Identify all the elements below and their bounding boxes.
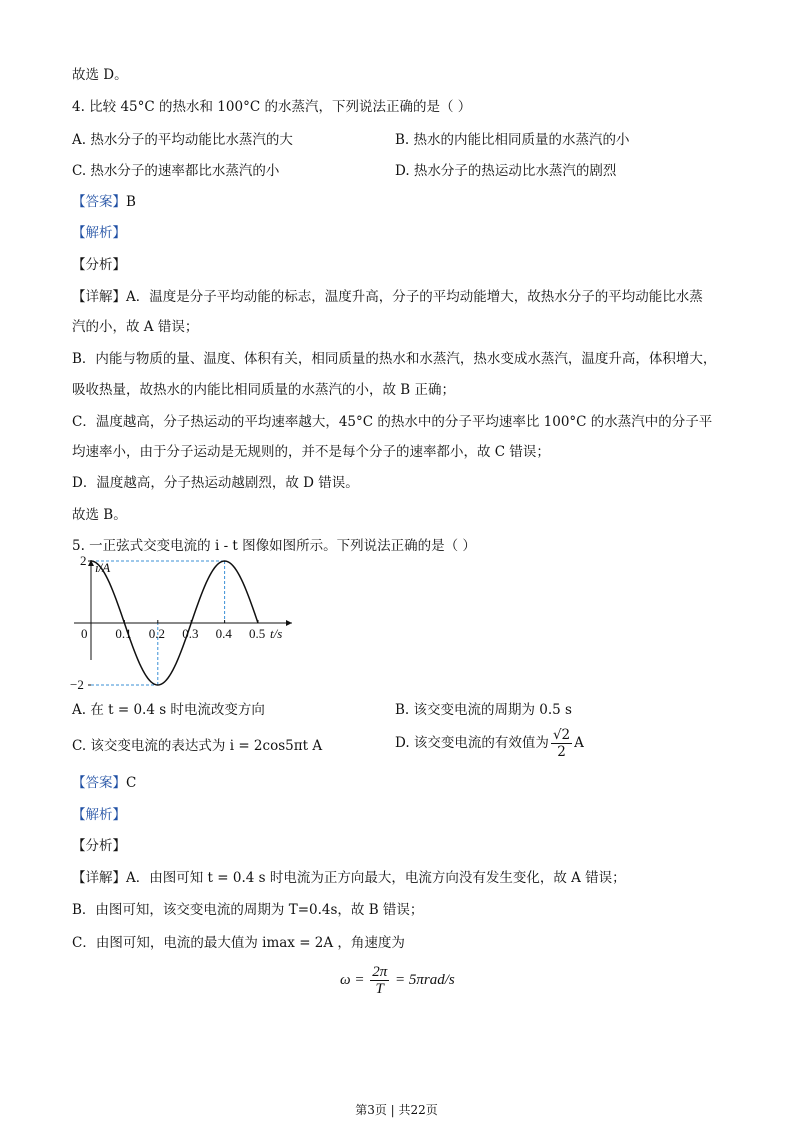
x-tick-label-4: 0.4 [215,626,232,641]
q4-detail-line-6: D．温度越高，分子热运动越剧烈，故 D 错误。 [72,475,359,491]
q5-option-d-den: 2 [557,744,566,760]
q4-option-d: D. 热水分子的热运动比水蒸汽的剧烈 [395,163,617,179]
q5-option-d-num: √2 [552,727,571,743]
y-tick-label-1: −2 [70,677,84,692]
q5-detail-line-2: C．由图可知，电流的最大值为 imax = 2A ，角速度为 [72,935,405,951]
q4-answer-tag: 【答案】 [72,194,126,210]
q4-detail-line-1: 汽的小，故 A 错误； [72,319,199,335]
q5-detail-text-0: A．由图可知 t = 0.4 s 时电流为正方向最大，电流方向没有发生变化，故 A 错误； [126,870,626,886]
q4-detail-line-0 [72,288,703,306]
q4-detail-line-4: C．温度越高，分子热运动的平均速率越大，45°C 的热水中的分子平均速率比 100°C 的水蒸汽中的分子平 [72,414,713,430]
q5-option-d [395,727,584,760]
q5-option-a: A. 在 t = 0.4 s 时电流改变方向 [72,702,265,718]
prev-conclusion: 故选 D。 [72,67,128,83]
q5-option-d-unit: A [574,735,584,751]
q4-stem: 4. 比较 45°C 的热水和 100°C 的水蒸汽，下列说法正确的是（ ） [72,99,472,115]
q5-detail-tag: 【详解】 [72,870,126,886]
q4-detail-line-3: 吸收热量，故热水的内能比相同质量的水蒸汽的小，故 B 正确； [72,382,456,398]
q5-answer-tag: 【答案】 [72,775,126,791]
q5-fenxi-tag: 【分析】 [72,838,126,854]
q4-option-a: A. 热水分子的平均动能比水蒸汽的大 [72,132,293,148]
q5-option-c: C. 该交变电流的表达式为 i = 2cos5πt A [72,738,323,754]
q5-answer: C [126,775,137,791]
formula-lhs: ω = [340,971,365,988]
q4-jiexi-tag: 【解析】 [72,225,126,241]
q4-option-c: C. 热水分子的速率都比水蒸汽的小 [72,163,280,179]
q4-detail-text-0: A．温度是分子平均动能的标志，温度升高，分子的平均动能增大，故热水分子的平均动能比水蒸 [126,289,703,305]
q5-stem: 5. 一正弦式交变电流的 i - t 图像如图所示。下列说法正确的是（ ） [72,538,476,554]
x-axis-label: t/s [270,626,283,641]
q5-option-d-prefix: D. 该交变电流的有效值为 [395,735,549,751]
q4-detail-line-2: B．内能与物质的量、温度、体积有关，相同质量的热水和水蒸汽，热水变成水蒸汽，温度升高，体积增大， [72,351,717,367]
q5-jiexi-tag: 【解析】 [72,807,126,823]
y-axis-label: i/A [95,560,111,575]
q5-answer-line [72,774,136,792]
i-t-graph [70,553,300,692]
q5-detail-line-1: B．由图可知，该交变电流的周期为 T=0.4s，故 B 错误； [72,902,424,918]
q4-answer: B [126,194,136,210]
q5-detail-line-0 [72,869,626,887]
x-tick-label-3: 0.3 [182,626,199,641]
x-tick-label-5: 0.5 [249,626,266,641]
y-tick-label-0: 2 [80,553,87,568]
q4-answer-line [72,193,136,211]
q4-fenxi-tag: 【分析】 [72,257,126,273]
x-tick-label-1: 0.1 [115,626,132,641]
formula-rhs: = 5πrad/s [394,971,455,988]
formula-num: 2π [372,964,388,980]
formula-fraction [370,964,389,997]
q4-detail-tag: 【详解】 [72,289,126,305]
formula-den: T [375,981,384,997]
q4-detail-line-5: 均速率小，由于分子运动是无规则的，并不是每个分子的速率都小，故 C 错误； [72,444,550,460]
x-tick-label-2: 0.2 [148,626,166,641]
q4-option-b: B. 热水的内能比相同质量的水蒸汽的小 [395,132,630,148]
x-tick-label-0: 0 [81,626,88,641]
q5-option-b: B. 该交变电流的周期为 0.5 s [395,702,572,718]
q4-conclusion: 故选 B。 [72,507,127,523]
page-footer: 第3页 | 共22页 [355,1103,438,1117]
angular-velocity-formula [340,964,455,997]
q5-option-d-fraction [551,727,572,760]
